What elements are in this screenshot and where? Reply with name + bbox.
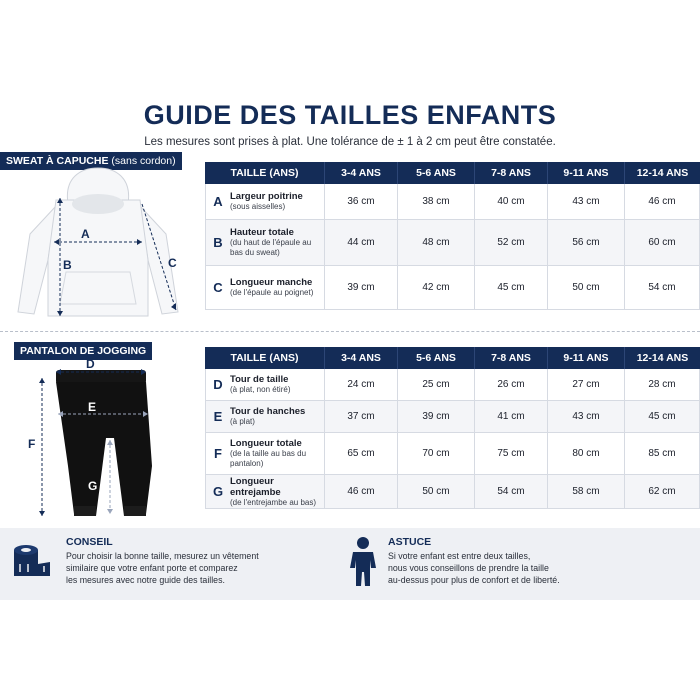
table-row xyxy=(205,184,700,220)
row-letter: E xyxy=(213,409,223,424)
size-cell: 62 cm xyxy=(625,475,700,509)
marker-f: F xyxy=(28,437,36,451)
size-cell: 70 cm xyxy=(398,433,475,475)
size-cell: 36 cm xyxy=(325,184,398,220)
measure-name: Longueur entrejambe xyxy=(230,475,281,498)
marker-b: B xyxy=(63,258,72,272)
child-icon xyxy=(348,536,378,588)
row-label xyxy=(205,266,325,310)
tip-left-line: les mesures avec notre guide des tailles. xyxy=(66,575,225,585)
size-cell: 40 cm xyxy=(475,184,548,220)
size-cell: 60 cm xyxy=(625,220,700,266)
header-cell: 9-11 ANS xyxy=(548,162,625,184)
size-cell: 38 cm xyxy=(398,184,475,220)
hoodie-size-table xyxy=(205,162,700,310)
size-cell: 48 cm xyxy=(398,220,475,266)
marker-e: E xyxy=(88,400,97,414)
size-cell: 43 cm xyxy=(548,401,625,433)
size-cell: 28 cm xyxy=(625,369,700,401)
page-title: GUIDE DES TAILLES ENFANTS xyxy=(143,100,557,130)
tip-right-text xyxy=(388,550,688,586)
measure-desc: (du haut de l'épaule au bas du sweat) xyxy=(230,238,312,257)
tip-left-line: Pour choisir la bonne taille, mesurez un vêtement xyxy=(66,551,259,561)
size-cell: 54 cm xyxy=(625,266,700,310)
row-label xyxy=(205,184,325,220)
size-cell: 41 cm xyxy=(475,401,548,433)
marker-a: A xyxy=(81,227,90,241)
measure-desc: (sous aisselles) xyxy=(230,202,286,211)
size-cell: 39 cm xyxy=(325,266,398,310)
header-cell: 12-14 ANS xyxy=(625,162,700,184)
size-cell: 50 cm xyxy=(548,266,625,310)
header-cell: 5-6 ANS xyxy=(398,162,475,184)
tips-panel xyxy=(0,528,700,600)
table-row xyxy=(205,401,700,433)
size-cell: 44 cm xyxy=(325,220,398,266)
size-cell: 37 cm xyxy=(325,401,398,433)
measure-name: Largeur poitrine xyxy=(230,191,303,202)
size-cell: 75 cm xyxy=(475,433,548,475)
measure-desc: (à plat, non étiré) xyxy=(230,385,291,394)
size-cell: 24 cm xyxy=(325,369,398,401)
table-row xyxy=(205,220,700,266)
row-label xyxy=(205,220,325,266)
marker-d: D xyxy=(86,357,95,371)
pants-section-label: PANTALON DE JOGGING xyxy=(14,342,152,360)
size-cell: 26 cm xyxy=(475,369,548,401)
size-cell: 45 cm xyxy=(625,401,700,433)
table-row xyxy=(205,433,700,475)
measure-desc: (à plat) xyxy=(230,417,255,426)
row-letter: G xyxy=(212,484,224,499)
size-cell: 43 cm xyxy=(548,184,625,220)
size-cell: 50 cm xyxy=(398,475,475,509)
header-cell: 5-6 ANS xyxy=(398,347,475,369)
hoodie-illustration xyxy=(8,164,198,329)
row-letter: A xyxy=(213,194,223,209)
measure-desc: (de l'épaule au poignet) xyxy=(230,288,314,297)
row-letter: D xyxy=(213,377,223,392)
measure-name: Longueur totale xyxy=(230,438,302,449)
header-cell: 3-4 ANS xyxy=(325,162,398,184)
size-cell: 46 cm xyxy=(625,184,700,220)
header-cell: 9-11 ANS xyxy=(548,347,625,369)
tape-measure-icon xyxy=(10,542,54,582)
size-cell: 56 cm xyxy=(548,220,625,266)
size-cell: 80 cm xyxy=(548,433,625,475)
row-letter: B xyxy=(213,235,223,250)
header-cell: 7-8 ANS xyxy=(475,347,548,369)
row-label xyxy=(205,369,325,401)
tip-right-title: ASTUCE xyxy=(388,536,432,548)
size-cell: 65 cm xyxy=(325,433,398,475)
measure-name: Longueur manche xyxy=(230,277,313,288)
pants-size-table xyxy=(205,347,700,509)
row-label xyxy=(205,433,325,475)
hoodie-table-header xyxy=(205,162,700,184)
table-row xyxy=(205,475,700,509)
row-label xyxy=(205,401,325,433)
tip-left-line: similaire que votre enfant porte et comparez xyxy=(66,563,238,573)
hoodie-label-note: (sans cordon) xyxy=(108,155,176,167)
page-subtitle: Les mesures sont prises à plat. Une tolérance de ± 1 à 2 cm peut être constatée. xyxy=(144,136,556,148)
table-row xyxy=(205,369,700,401)
header-cell: 7-8 ANS xyxy=(475,162,548,184)
marker-c: C xyxy=(168,256,177,270)
size-cell: 54 cm xyxy=(475,475,548,509)
marker-g: G xyxy=(88,479,98,493)
tip-right-line: nous vous conseillons de prendre la taille xyxy=(388,563,549,573)
header-cell: 3-4 ANS xyxy=(325,347,398,369)
size-cell: 45 cm xyxy=(475,266,548,310)
hoodie-label-main: SWEAT À CAPUCHE xyxy=(6,155,109,167)
measure-desc: (de la taille au bas du pantalon) xyxy=(230,449,307,468)
pants-table-header xyxy=(205,347,700,369)
pants-illustration xyxy=(20,356,170,526)
section-divider xyxy=(0,331,700,332)
row-letter: C xyxy=(213,280,223,295)
size-cell: 85 cm xyxy=(625,433,700,475)
table-row xyxy=(205,266,700,310)
size-cell: 42 cm xyxy=(398,266,475,310)
tip-right-line: Si votre enfant est entre deux tailles, xyxy=(388,551,531,561)
header-cell: 12-14 ANS xyxy=(625,347,700,369)
size-cell: 39 cm xyxy=(398,401,475,433)
row-letter: F xyxy=(214,446,222,461)
measure-name: Tour de taille xyxy=(230,374,289,385)
measure-desc: (de l'entrejambe au bas) xyxy=(230,497,317,507)
tip-left-title: CONSEIL xyxy=(66,536,113,548)
row-label xyxy=(205,475,325,509)
tip-left-text xyxy=(66,550,326,586)
size-cell: 52 cm xyxy=(475,220,548,266)
measure-name: Hauteur totale xyxy=(230,227,294,238)
size-cell: 25 cm xyxy=(398,369,475,401)
size-cell: 46 cm xyxy=(325,475,398,509)
tip-right-line: au-dessus pour plus de confort et de liberté. xyxy=(388,575,560,585)
header-cell: TAILLE (ANS) xyxy=(205,162,325,184)
measure-name: Tour de hanches xyxy=(230,406,306,417)
size-cell: 27 cm xyxy=(548,369,625,401)
size-cell: 58 cm xyxy=(548,475,625,509)
header-cell: TAILLE (ANS) xyxy=(205,347,325,369)
